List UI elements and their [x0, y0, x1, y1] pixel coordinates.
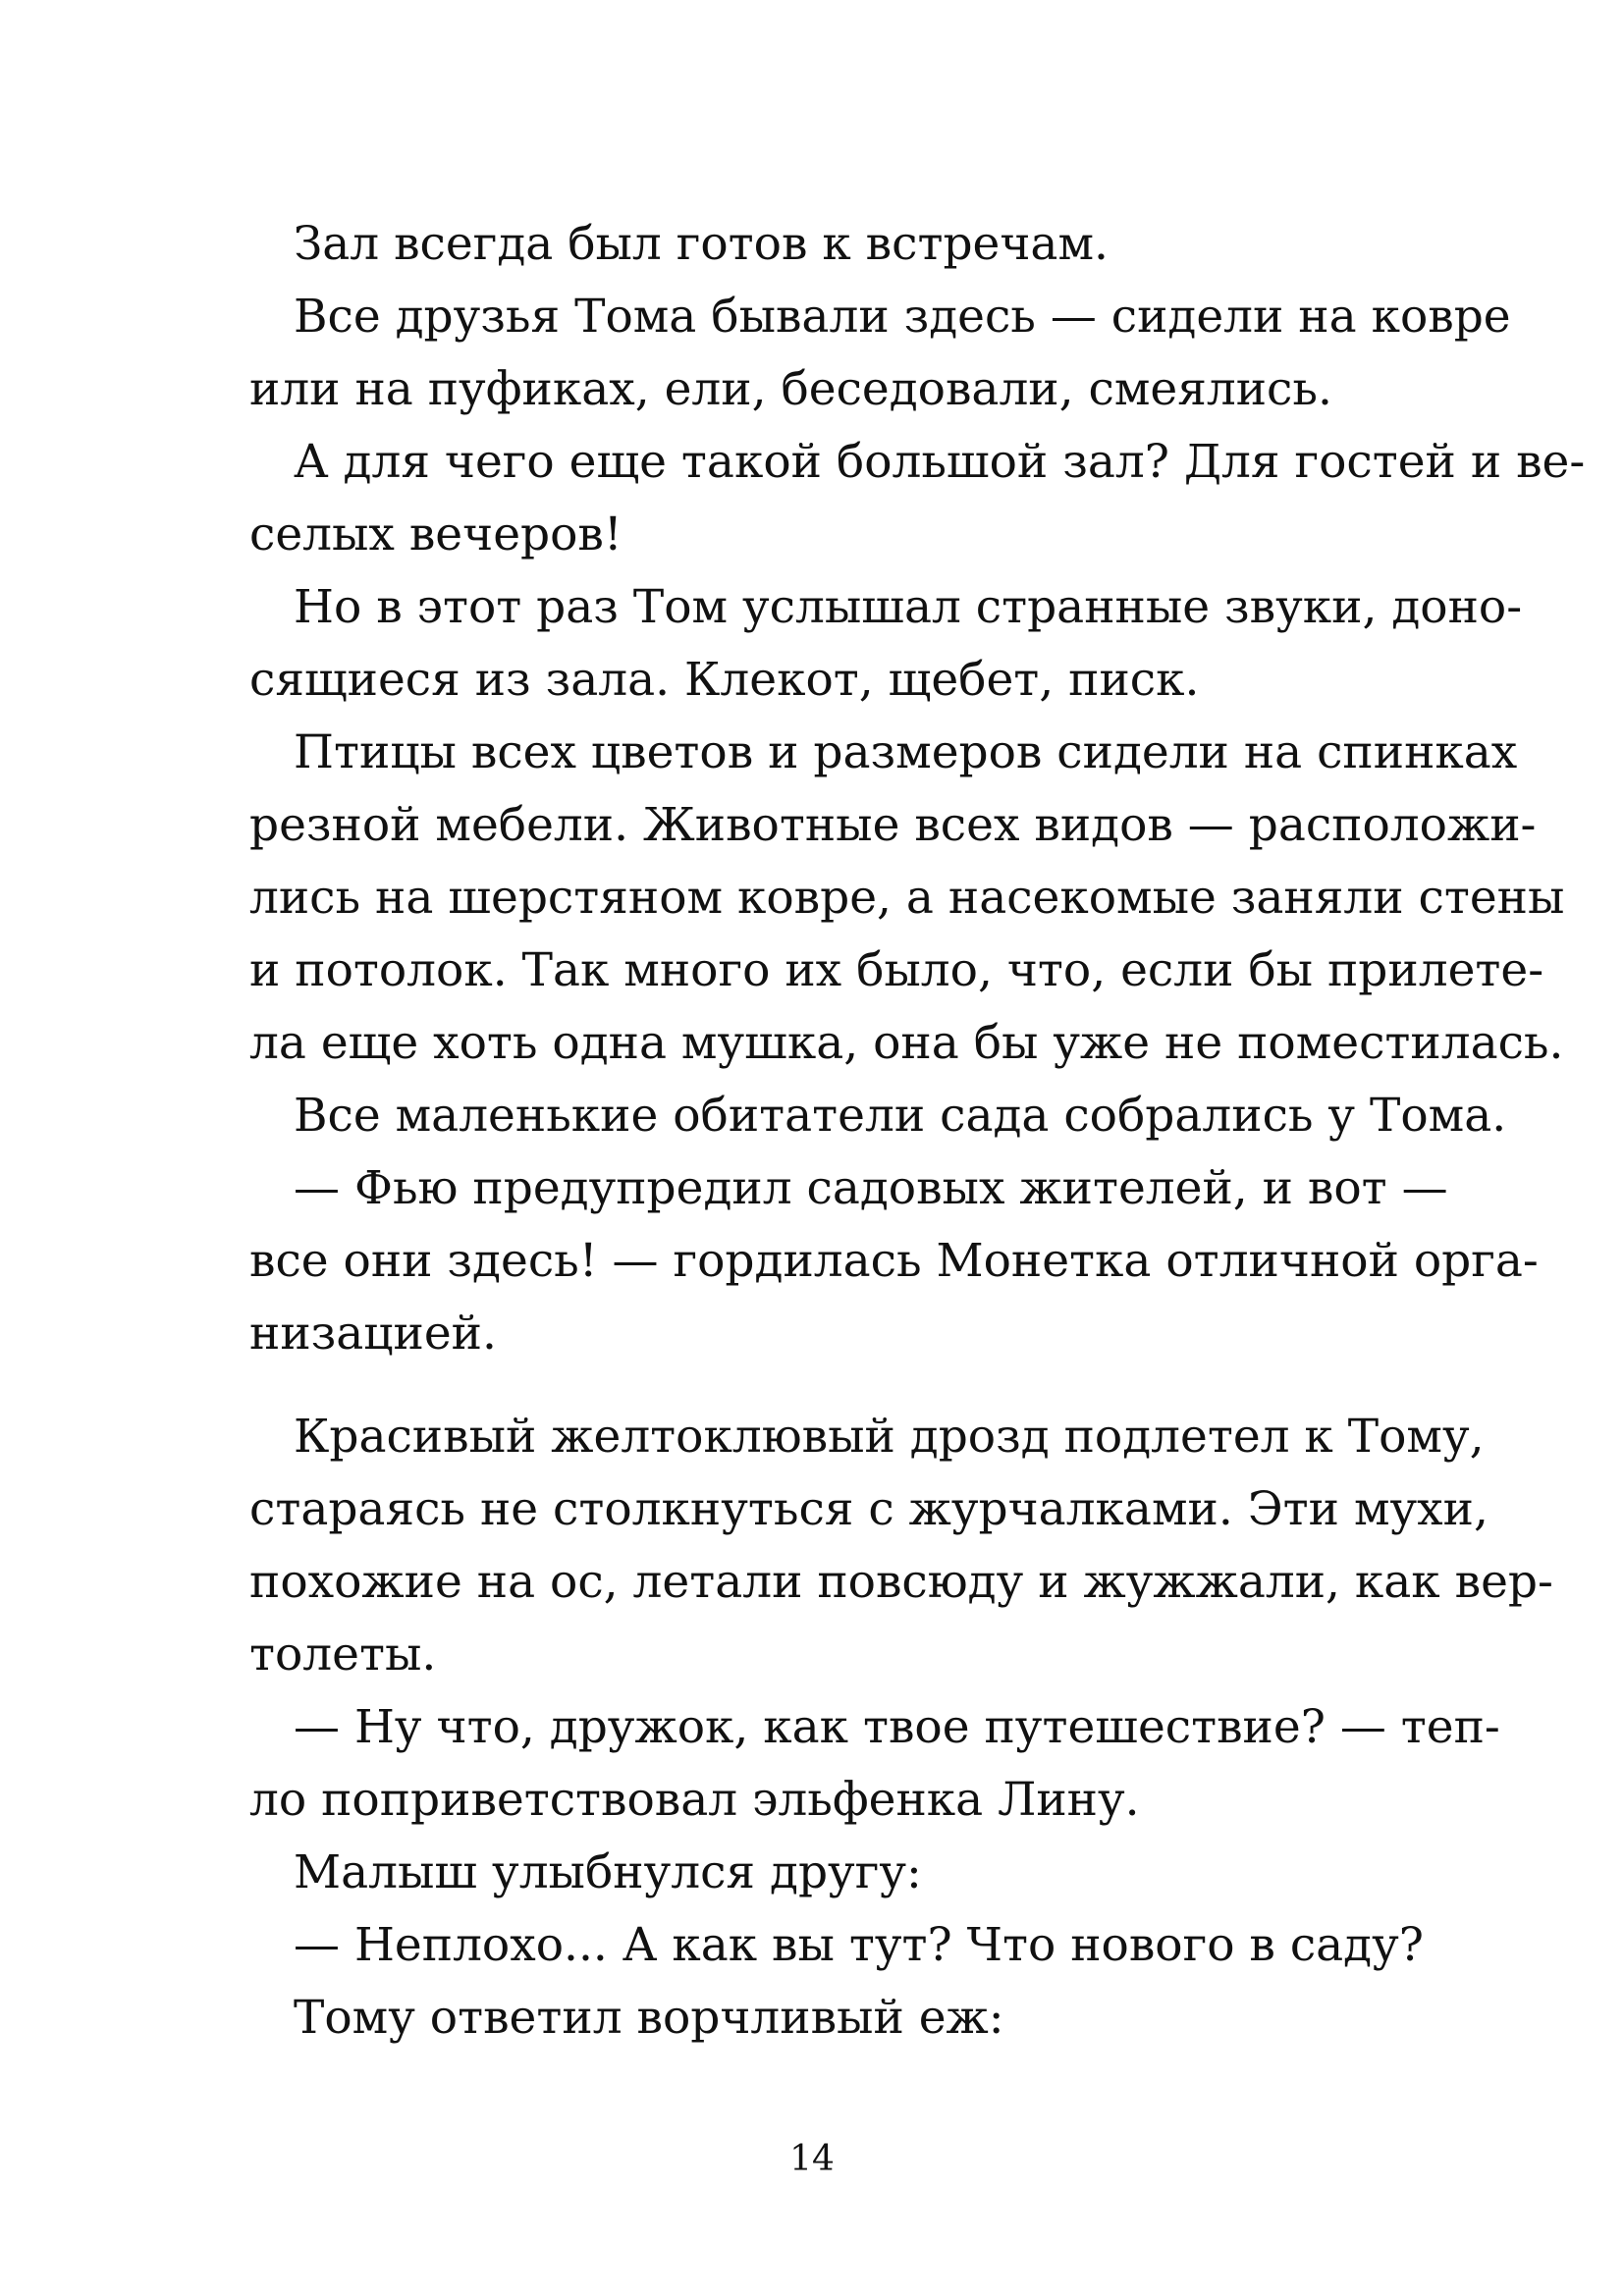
text-line: Все маленькие обитатели сада собрались у Тома.	[294, 1089, 1507, 1143]
paragraph	[249, 281, 1511, 426]
text-line: Зал всегда был готов к встречам.	[294, 217, 1109, 271]
book-page	[249, 0, 1586, 2296]
text-line: или на пуфиках, ели, беседовали, смеялись.	[249, 362, 1332, 416]
text-line: сящиеся из зала. Клекот, щебет, писк.	[249, 653, 1200, 707]
text-line: Тому ответил ворчливый еж:	[294, 1991, 1004, 2045]
paragraph	[249, 1982, 1428, 2055]
paragraph	[249, 1152, 1539, 1370]
text-block-bottom	[249, 1401, 1553, 2055]
text-line: — Фью предупредил садовых жителей, и вот —	[294, 1161, 1448, 1215]
text-line: и потолок. Так много их было, что, если бы прилете-	[249, 943, 1544, 997]
text-line: похожие на ос, летали повсюду и жужжали, как вер-	[249, 1555, 1553, 1609]
paragraph	[249, 208, 1428, 281]
text-line: лись на шерстяном ковре, а насекомые заняли стены	[249, 871, 1565, 925]
text-block-top	[249, 208, 1586, 1370]
text-line: Но в этот раз Том услышал странные звуки, доно-	[294, 580, 1523, 634]
text-line: Все друзья Тома бывали здесь — сидели на ковре	[294, 290, 1511, 344]
text-line: А для чего еще такой большой зал? Для гостей и ве-	[294, 435, 1586, 489]
text-line: селых вечеров!	[249, 507, 623, 561]
text-line: — Неплохо... А как вы тут? Что нового в саду?	[294, 1918, 1424, 1972]
text-line: все они здесь! — гордилась Монетка отличной орга-	[249, 1234, 1539, 1288]
paragraph	[249, 1837, 1428, 1909]
paragraph	[249, 1691, 1500, 1837]
text-line: — Ну что, дружок, как твое путешествие? — теп-	[294, 1700, 1500, 1754]
paragraph	[249, 1909, 1428, 1982]
text-line: стараясь не столкнуться с журчалками. Эти мухи,	[249, 1482, 1489, 1536]
paragraph	[249, 426, 1586, 571]
paragraph	[249, 717, 1565, 1080]
paragraph	[249, 1080, 1507, 1152]
page-number: 14	[789, 2139, 835, 2179]
text-line: ла еще хоть одна мушка, она бы уже не поместилась.	[249, 1016, 1564, 1070]
text-line: низацией.	[249, 1307, 497, 1361]
text-line: Малыш улыбнулся другу:	[294, 1845, 922, 1899]
text-line: резной мебели. Животные всех видов — расположи-	[249, 798, 1537, 852]
text-line: Красивый желтоклювый дрозд подлетел к Тому,	[294, 1410, 1485, 1464]
text-line: Птицы всех цветов и размеров сидели на спинках	[294, 725, 1518, 779]
text-line: толеты.	[249, 1628, 437, 1682]
text-line: ло поприветствовал эльфенка Лину.	[249, 1773, 1140, 1827]
paragraph	[249, 1401, 1553, 1691]
paragraph	[249, 571, 1523, 717]
